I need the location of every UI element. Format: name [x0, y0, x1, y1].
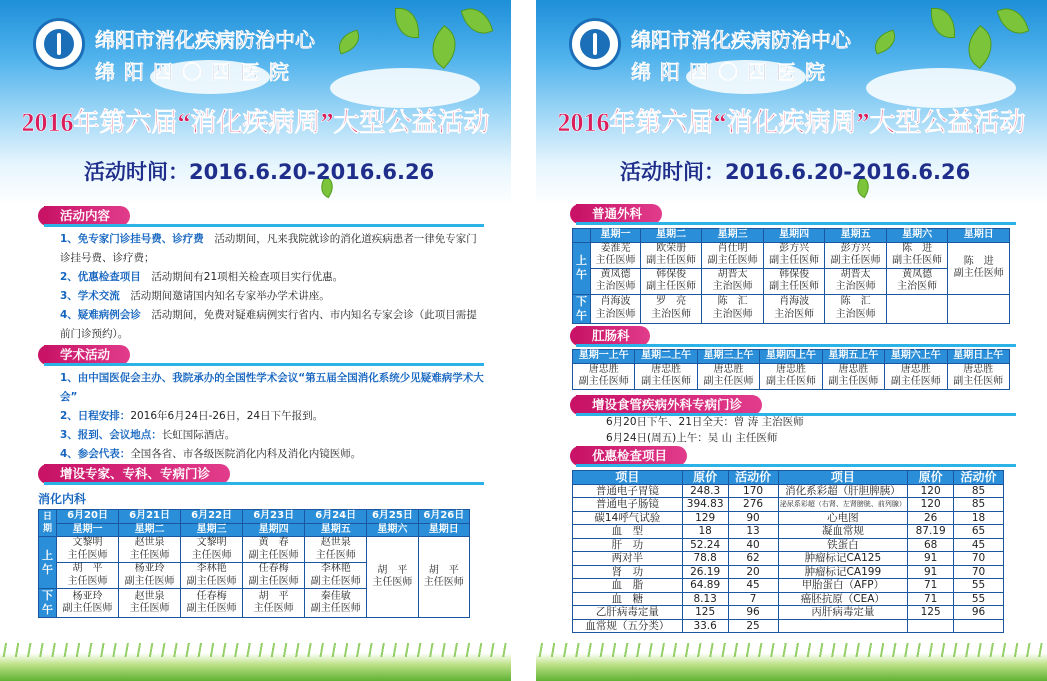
- day-header: 星期三: [181, 523, 243, 537]
- exam-cell: 癌胚抗原（CEA）: [778, 592, 908, 606]
- exam-cell: 铁蛋白: [778, 538, 908, 552]
- exam-row: [573, 498, 1004, 512]
- content-item: 4、疑难病例会诊 活动期间，免费对疑难病例实行省内、市内知名专家会诊（此项目需提前门诊预约）。: [60, 309, 477, 340]
- dept-name: 消化内科: [38, 492, 87, 506]
- exam-row: [573, 484, 1004, 498]
- exam-cell: 248.3: [682, 484, 728, 498]
- exam-cell: 85: [954, 484, 1004, 498]
- schedule-cell: 罗 亮 主治医师: [640, 294, 702, 323]
- schedule-cell: 陈 汇 主治医师: [825, 294, 887, 323]
- exam-cell: [778, 619, 908, 633]
- schedule-cell: 任春梅 副主任医师: [181, 589, 243, 618]
- exam-cell: 肿瘤标记CA199: [778, 565, 908, 579]
- esophagus-clinic-line: 6月20日下午、21日全天：曾 涛 主治医师: [606, 416, 804, 428]
- exam-cell: 26.19: [682, 565, 728, 579]
- schedule-cell: 胡 平 主任医师: [418, 537, 469, 618]
- exam-cell: 91: [908, 552, 954, 566]
- exam-cell: 125: [908, 606, 954, 620]
- section-header-clinic: 增设专家、专科、专病门诊: [44, 464, 230, 484]
- academic-item: 2、日程安排：2016年6月24日-26日，24日下午报到。: [60, 410, 324, 422]
- exam-cell: 55: [954, 579, 1004, 593]
- exam-cell: 55: [954, 592, 1004, 606]
- divider: [44, 363, 484, 366]
- day-header: 星期六: [367, 523, 418, 537]
- exam-cell: 乙肝病毒定量: [573, 606, 683, 620]
- exam-cell: 泌尿系彩超（右肾、左肾膀胱、前列腺）: [778, 498, 908, 512]
- exam-cell: 18: [682, 525, 728, 539]
- exam-cell: 血 脂: [573, 579, 683, 593]
- exam-row: [573, 579, 1004, 593]
- exam-cell: 85: [954, 498, 1004, 512]
- pm-label: 下午: [39, 589, 57, 618]
- day-header: 星期四: [243, 523, 305, 537]
- schedule-cell: [948, 294, 1010, 323]
- section-header-academic: 学术活动: [44, 345, 130, 365]
- schedule-cell: 胡 平 主任医师: [243, 589, 305, 618]
- schedule-cell: 赵世泉 主任医师: [119, 589, 181, 618]
- day-header: 星期四: [763, 229, 825, 243]
- exam-cell: 87.19: [908, 525, 954, 539]
- schedule-cell: 唐忠胜 副主任医师: [635, 363, 697, 389]
- day-header: 星期日上午: [947, 350, 1009, 364]
- exam-cell: 心电图: [778, 511, 908, 525]
- event-time: 活动时间：2016.6.20-2016.6.26: [620, 160, 971, 184]
- exam-row: [573, 606, 1004, 620]
- day-header: 星期三上午: [697, 350, 759, 364]
- schedule-cell: 韩保俊 副主任医师: [640, 268, 702, 294]
- day-header: 星期三: [702, 229, 764, 243]
- date-header: 6月23日: [243, 510, 305, 524]
- schedule-cell: 陈 汇 主治医师: [702, 294, 764, 323]
- schedule-cell: 黄 春 副主任医师: [243, 537, 305, 563]
- exam-cell: 肝 功: [573, 538, 683, 552]
- exam-cell: 18: [954, 511, 1004, 525]
- hospital-logo: [569, 18, 621, 70]
- exam-cell: 65: [954, 525, 1004, 539]
- exam-cell: 52.24: [682, 538, 728, 552]
- exam-cell: 普通电子胃镜: [573, 484, 683, 498]
- schedule-cell: 胡 平 主任医师: [57, 563, 119, 589]
- schedule-cell: 肖仕明 副主任医师: [702, 242, 764, 268]
- academic-item: 3、报到、会议地点：长虹国际酒店。: [60, 429, 236, 441]
- content-list: [44, 230, 484, 344]
- day-header: 星期一上午: [573, 350, 635, 364]
- exam-cell: 20: [728, 565, 778, 579]
- event-title: 2016年第六届“消化疾病周”大型公益活动: [557, 108, 1026, 137]
- day-header: 星期六上午: [885, 350, 947, 364]
- schedule-cell: 李林艳 副主任医师: [181, 563, 243, 589]
- schedule-cell: 胡晋太 主治医师: [702, 268, 764, 294]
- corner-cell: 日期: [39, 510, 57, 537]
- hospital-logo: [33, 18, 85, 70]
- org-name: 绵阳市消化疾病防治中心: [95, 30, 315, 52]
- exam-cell: 甲胎蛋白（AFP）: [778, 579, 908, 593]
- exam-cell: 凝血常规: [778, 525, 908, 539]
- section-header-exam: 优惠检查项目: [576, 446, 687, 466]
- right-flyer-page: [536, 0, 1047, 681]
- exam-cell: 71: [908, 579, 954, 593]
- col-header: 活动价: [728, 471, 778, 485]
- left-flyer-page: [0, 0, 511, 681]
- hospital-name: 绵阳四〇四医院: [631, 62, 834, 84]
- exam-row: [573, 552, 1004, 566]
- day-header: 星期日: [948, 229, 1010, 243]
- exam-cell: 肿瘤标记CA125: [778, 552, 908, 566]
- date-header: 6月24日: [305, 510, 367, 524]
- schedule-cell: 欧荣册 副主任医师: [640, 242, 702, 268]
- exam-rows: [573, 484, 1004, 633]
- date-header: 6月21日: [119, 510, 181, 524]
- exam-cell: 276: [728, 498, 778, 512]
- exam-cell: 肾 功: [573, 565, 683, 579]
- exam-cell: 394.83: [682, 498, 728, 512]
- exam-cell: 64.89: [682, 579, 728, 593]
- schedule-cell: 唐忠胜 副主任医师: [822, 363, 884, 389]
- schedule-cell: 文黎明 主任医师: [57, 537, 119, 563]
- divider: [44, 224, 484, 227]
- col-header: 原价: [682, 471, 728, 485]
- content-item: 3、学术交流 活动期间邀请国内知名专家举办学术讲座。: [60, 290, 330, 302]
- section-header-surgery: 普通外科: [576, 204, 662, 224]
- hospital-name: 绵阳四〇四医院: [95, 62, 298, 84]
- day-header: 星期五: [305, 523, 367, 537]
- exam-cell: 25: [728, 619, 778, 633]
- esophagus-clinic-line: 6月24日(周五)上午：吴 山 主任医师: [606, 432, 778, 444]
- exam-cell: 普通电子肠镜: [573, 498, 683, 512]
- date-header: 6月20日: [57, 510, 119, 524]
- exam-cell: 129: [682, 511, 728, 525]
- exam-cell: 120: [908, 498, 954, 512]
- schedule-cell: 任春梅 副主任医师: [243, 563, 305, 589]
- day-header: 星期二上午: [635, 350, 697, 364]
- exam-cell: 70: [954, 552, 1004, 566]
- exam-cell: 33.6: [682, 619, 728, 633]
- schedule-cell: 黄凤德 主治医师: [591, 268, 641, 294]
- corner-cell: [573, 229, 591, 243]
- exam-cell: 两对半: [573, 552, 683, 566]
- schedule-cell: 肖海波 主治医师: [763, 294, 825, 323]
- gi-schedule-table: [38, 509, 470, 618]
- exam-cell: 71: [908, 592, 954, 606]
- exam-cell: 96: [954, 606, 1004, 620]
- schedule-cell: 唐忠胜 副主任医师: [760, 363, 822, 389]
- exam-cell: 45: [954, 538, 1004, 552]
- schedule-cell: 赵世泉 主任医师: [305, 537, 367, 563]
- exam-cell: 120: [908, 484, 954, 498]
- schedule-cell: 唐忠胜 副主任医师: [947, 363, 1009, 389]
- exam-row: [573, 619, 1004, 633]
- schedule-cell: 唐忠胜 副主任医师: [697, 363, 759, 389]
- exam-row: [573, 592, 1004, 606]
- exam-cell: 78.8: [682, 552, 728, 566]
- exam-cell: 8.13: [682, 592, 728, 606]
- schedule-cell: 彭方兴 副主任医师: [825, 242, 887, 268]
- exam-price-table: [572, 470, 1004, 633]
- day-header: 星期六: [886, 229, 948, 243]
- exam-cell: 62: [728, 552, 778, 566]
- schedule-cell: 胡 平 主任医师: [367, 537, 418, 618]
- section-header-anus: 肛肠科: [576, 326, 650, 346]
- divider: [576, 222, 1016, 225]
- schedule-cell: 唐忠胜 副主任医师: [573, 363, 635, 389]
- event-time: 活动时间：2016.6.20-2016.6.26: [84, 160, 435, 184]
- date-header: 6月25日: [367, 510, 418, 524]
- org-name: 绵阳市消化疾病防治中心: [631, 30, 851, 52]
- exam-cell: 170: [728, 484, 778, 498]
- section-header-content: 活动内容: [44, 206, 130, 226]
- schedule-cell: 韩保俊 副主任医师: [763, 268, 825, 294]
- schedule-cell: 彭方兴 副主任医师: [763, 242, 825, 268]
- exam-cell: [954, 619, 1004, 633]
- surgery-schedule-table: [572, 228, 1010, 324]
- col-header: 原价: [908, 471, 954, 485]
- exam-cell: 13: [728, 525, 778, 539]
- schedule-cell: 陈 进 副主任医师: [886, 242, 948, 268]
- grass-decoration: [536, 653, 1047, 681]
- academic-list: [44, 369, 484, 464]
- col-header: 活动价: [954, 471, 1004, 485]
- exam-cell: 70: [954, 565, 1004, 579]
- schedule-cell: 文黎明 主任医师: [181, 537, 243, 563]
- content-item: 1、免专家门诊挂号费、诊疗费 活动期间，凡来我院就诊的消化道疾病患者一律免专家门诊挂号费、诊疗费；: [60, 233, 477, 264]
- schedule-cell: 赵世泉 主任医师: [119, 537, 181, 563]
- exam-cell: 26: [908, 511, 954, 525]
- day-header: 星期五上午: [822, 350, 884, 364]
- exam-row: [573, 525, 1004, 539]
- divider: [44, 482, 484, 485]
- day-header: 星期一: [57, 523, 119, 537]
- exam-cell: 45: [728, 579, 778, 593]
- day-header: 星期日: [418, 523, 469, 537]
- day-header: 星期四上午: [760, 350, 822, 364]
- day-header: 星期二: [119, 523, 181, 537]
- exam-cell: 丙肝病毒定量: [778, 606, 908, 620]
- section-header-esophagus: 增设食管疾病外科专病门诊: [576, 395, 762, 415]
- am-label: 上午: [39, 537, 57, 589]
- anus-schedule-table: [572, 349, 1010, 390]
- schedule-cell: 黄凤德 主治医师: [886, 268, 948, 294]
- academic-item: 4、参会代表：全国各省、市各级医院消化内科及消化内镜医师。: [60, 448, 362, 460]
- exam-cell: 125: [682, 606, 728, 620]
- schedule-cell: [886, 294, 948, 323]
- exam-cell: [908, 619, 954, 633]
- event-title: 2016年第六届“消化疾病周”大型公益活动: [21, 108, 490, 137]
- col-header: 项目: [778, 471, 908, 485]
- exam-cell: 血 糖: [573, 592, 683, 606]
- exam-cell: 91: [908, 565, 954, 579]
- divider: [576, 344, 1016, 347]
- exam-cell: 碳14呼气试验: [573, 511, 683, 525]
- exam-cell: 消化系彩超（肝胆脾胰）: [778, 484, 908, 498]
- day-header: 星期五: [825, 229, 887, 243]
- exam-cell: 血常规（五分类）: [573, 619, 683, 633]
- schedule-cell: 姜淮芜 主任医师: [591, 242, 641, 268]
- exam-row: [573, 565, 1004, 579]
- exam-row: [573, 511, 1004, 525]
- date-header: 6月22日: [181, 510, 243, 524]
- date-header: 6月26日: [418, 510, 469, 524]
- content-item: 2、优惠检查项目 活动期间有21项相关检查项目实行优惠。: [60, 271, 344, 283]
- exam-cell: 68: [908, 538, 954, 552]
- day-header: 星期二: [640, 229, 702, 243]
- schedule-cell: 胡晋太 主治医师: [825, 268, 887, 294]
- grass-decoration: [0, 653, 511, 681]
- exam-cell: 7: [728, 592, 778, 606]
- schedule-cell: 杨亚玲 副主任医师: [119, 563, 181, 589]
- pm-label: 下午: [573, 294, 591, 323]
- schedule-cell: 杨亚玲 副主任医师: [57, 589, 119, 618]
- am-label: 上午: [573, 242, 591, 294]
- exam-row: [573, 538, 1004, 552]
- day-header: 星期一: [591, 229, 641, 243]
- exam-cell: 90: [728, 511, 778, 525]
- schedule-cell: 陈 进 副主任医师: [948, 242, 1010, 294]
- schedule-cell: 唐忠胜 副主任医师: [885, 363, 947, 389]
- exam-cell: 96: [728, 606, 778, 620]
- col-header: 项目: [573, 471, 683, 485]
- schedule-cell: 秦佳敏 副主任医师: [305, 589, 367, 618]
- schedule-cell: 肖海波 主治医师: [591, 294, 641, 323]
- divider: [576, 464, 1016, 467]
- academic-item: 1、由中国医促会主办、我院承办的全国性学术会议“第五届全国消化系统少见疑难病学术大会”: [60, 372, 484, 403]
- exam-cell: 40: [728, 538, 778, 552]
- schedule-cell: 李林艳 副主任医师: [305, 563, 367, 589]
- exam-cell: 血 型: [573, 525, 683, 539]
